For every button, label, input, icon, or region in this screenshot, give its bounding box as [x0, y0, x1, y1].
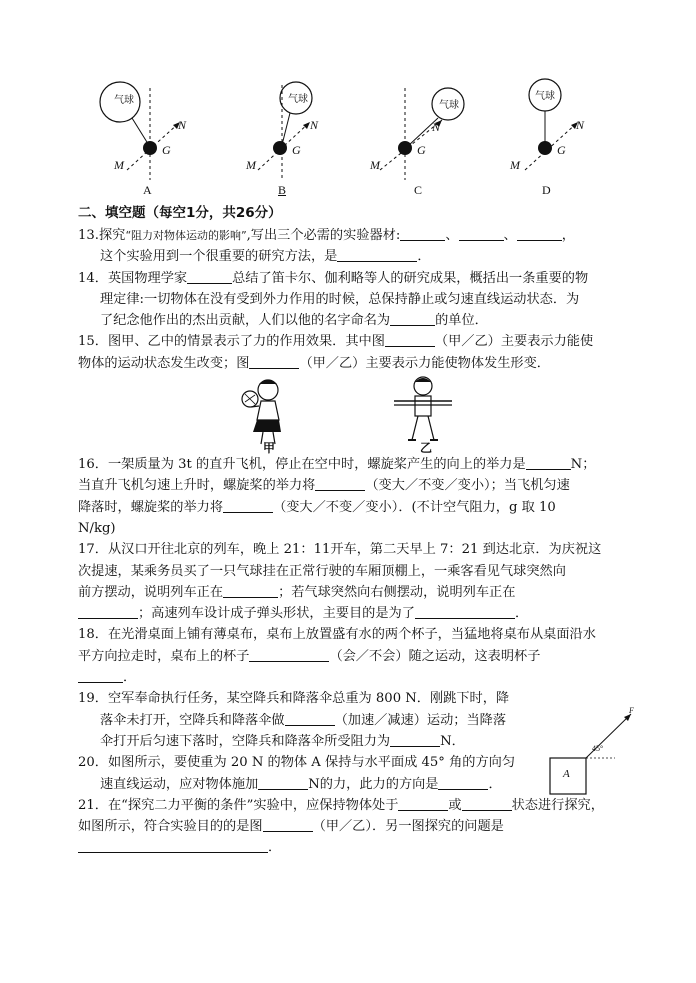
q21-text: 状态进行探究，	[511, 797, 604, 813]
answer-blank[interactable]	[517, 226, 562, 241]
q15-text: 15．图甲、乙中的情景表示了力的作用效果．其中图	[78, 334, 385, 350]
question-13	[78, 225, 638, 268]
question-18	[78, 624, 638, 688]
question-16	[78, 454, 638, 539]
q16-text: N；	[570, 457, 596, 473]
q17-text: ；高速列车设计成子弹头形状，主要目的是为了	[138, 606, 415, 622]
q19-text: N．	[440, 733, 465, 749]
q13-text: ,写出三个必需的实验器材:	[246, 228, 401, 243]
m-label: M	[114, 158, 124, 172]
q19-text: （加速／减速）运动；当降落	[334, 712, 507, 728]
answer-blank[interactable]	[258, 775, 308, 790]
answer-blank[interactable]	[385, 332, 435, 347]
q21-text: 或	[448, 797, 462, 813]
figure-c-drawing	[362, 70, 482, 185]
figure-b	[228, 70, 348, 205]
m-label: M	[510, 158, 520, 172]
figure-a	[92, 70, 212, 205]
answer-blank[interactable]	[315, 476, 365, 491]
angle-label: 45°	[592, 744, 604, 753]
n-label: N	[576, 118, 585, 132]
balloon-label: 气球	[439, 100, 459, 111]
answer-blank[interactable]	[223, 583, 278, 598]
force-effect-figures	[78, 374, 638, 454]
answer-blank[interactable]	[285, 711, 335, 726]
box-force-drawing	[545, 710, 645, 800]
q19-text: 落伞未打开，空降兵和降落伞做	[100, 712, 285, 728]
q14-text: 总结了笛卡尔、伽利略等人的研究成果，概括出一条重要的物	[232, 270, 589, 286]
q15-text: （甲／乙）主要表示力能使物体发生形变．	[299, 355, 550, 371]
answer-blank[interactable]	[78, 604, 138, 619]
caption-c: C	[414, 183, 423, 197]
q17-text: 17．从汉口开往北京的列车，晚上 21：11开车，第二天早上 7：21 到达北京．为庆祝这	[78, 542, 602, 558]
q17-text: 前方摆动，说明列车正在	[78, 584, 224, 600]
q18-text: ．	[123, 670, 137, 686]
section-title: 二、填空题（每空1分，共26分）	[78, 205, 282, 221]
g-label: G	[162, 143, 171, 157]
q19-text: 伞打开后匀速下落时，空降兵和降落伞所受阻力为	[100, 733, 391, 749]
q16-text: 降落时，螺旋桨的举力将	[78, 499, 224, 515]
n-label: N	[432, 120, 441, 134]
figure-a-drawing	[92, 70, 212, 185]
q16-text: 16．一架质量为 3t 的直升飞机，停止在空中时，螺旋桨产生的向上的举力是	[78, 457, 526, 473]
answer-blank[interactable]	[78, 838, 268, 853]
answer-blank[interactable]	[415, 604, 515, 619]
q20-text: ．	[488, 776, 502, 792]
figure-d	[500, 70, 620, 205]
answer-blank[interactable]	[187, 269, 232, 284]
q21-text: 21．在“探究二力平衡的条件”实验中，应保持物体处于	[78, 797, 399, 813]
q14-text: 的单位．	[435, 313, 488, 329]
q18-text: 18．在光滑桌面上铺有薄桌布，桌布上放置盛有水的两个杯子，当猛地将桌布从桌面沿水	[78, 627, 596, 643]
n-label: N	[310, 118, 319, 132]
caption-a: A	[143, 183, 152, 197]
q16-text: （变大／不变／变小）．(不计空气阻力，g 取 10	[273, 499, 556, 515]
q13-sep: 、	[445, 228, 459, 243]
label-jia: 甲	[263, 441, 276, 456]
q16-text: N/kg)	[78, 520, 116, 536]
q18-text: （会／不会）随之运动，这表明杯子	[329, 648, 541, 664]
q17-text: ；若气球突然向右侧摆动，说明列车正在	[278, 584, 516, 600]
caption-d: D	[542, 183, 551, 197]
answer-blank[interactable]	[398, 796, 448, 811]
balloon-label: 气球	[288, 94, 308, 105]
q20-text: 速直线运动，应对物体施加	[100, 776, 259, 792]
q21-text: （甲／乙）．另一图探究的问题是	[312, 819, 504, 835]
balloon-figures	[0, 70, 696, 205]
q14-text: 14．英国物理学家	[78, 270, 188, 286]
question-14	[78, 268, 638, 332]
balloon-label: 气球	[114, 95, 134, 106]
question-21	[78, 795, 638, 859]
q14-text: 理定律:一切物体在没有受到外力作用的时候，总保持静止或匀速直线运动状态．为	[100, 291, 580, 307]
q21-text: ．	[268, 840, 282, 856]
q15-text: 物体的运动状态发生改变；图	[78, 355, 250, 371]
q13-end: ，	[561, 228, 575, 243]
q15-text: （甲／乙）主要表示力能使	[434, 334, 594, 350]
m-label: M	[246, 158, 256, 172]
answer-blank[interactable]	[462, 796, 512, 811]
balloon-label: 气球	[535, 91, 555, 102]
q16-text: （变大／不变／变小）；当飞机匀速	[365, 478, 570, 494]
q18-text: 平方向拉走时，桌布上的杯子	[78, 648, 250, 664]
q13-text: 13.探究	[78, 228, 126, 243]
force-label: F	[629, 706, 634, 715]
q19-text: 19．空军奉命执行任务，某空降兵和降落伞总重为 800 N．刚跳下时，降	[78, 691, 510, 707]
q13-end: ．	[417, 249, 431, 265]
answer-blank[interactable]	[459, 226, 504, 241]
q17-text: ．	[514, 606, 529, 622]
question-17	[78, 539, 638, 624]
question-15	[78, 331, 638, 374]
g-label: G	[417, 143, 426, 157]
answer-blank[interactable]	[337, 247, 417, 262]
answer-blank[interactable]	[249, 354, 299, 369]
q21-text: 如图所示，符合实验目的的是图	[78, 819, 263, 835]
answer-blank[interactable]	[263, 817, 313, 832]
q16-text: 当直升飞机匀速上升时，螺旋桨的举力将	[78, 478, 316, 494]
g-label: G	[557, 143, 566, 157]
q13-sep: 、	[503, 228, 517, 243]
answer-blank[interactable]	[223, 498, 273, 513]
q13-text: 这个实验用到一个很重要的研究方法，是	[100, 249, 338, 265]
answer-blank[interactable]	[390, 311, 435, 326]
answer-blank[interactable]	[526, 455, 571, 470]
answer-blank[interactable]	[249, 647, 329, 662]
box-label: A	[563, 768, 570, 780]
answer-blank[interactable]	[400, 226, 445, 241]
box-force-figure	[545, 706, 645, 800]
g-label: G	[292, 143, 301, 157]
q14-text: 了纪念他作出的杰出贡献，人们以他的名字命名为	[100, 313, 391, 329]
q13-quote: “阻力对物体运动的影响”	[125, 229, 247, 242]
caption-b: B	[278, 183, 287, 197]
figure-c	[362, 70, 482, 205]
label-yi: 乙	[420, 441, 433, 456]
answer-blank[interactable]	[390, 732, 440, 747]
q17-text: 次提速，某乘务员买了一只气球挂在正常行驶的车厢顶棚上，一乘客看见气球突然向	[78, 563, 566, 579]
n-label: N	[178, 118, 187, 132]
answer-blank[interactable]	[78, 668, 123, 683]
answer-blank[interactable]	[438, 775, 488, 790]
q20-text: 20．如图所示，要使重为 20 N 的物体 A 保持与水平面成 45° 角的方向匀	[78, 755, 516, 771]
q20-text: N的力，此力的方向是	[308, 776, 439, 792]
m-label: M	[370, 158, 380, 172]
